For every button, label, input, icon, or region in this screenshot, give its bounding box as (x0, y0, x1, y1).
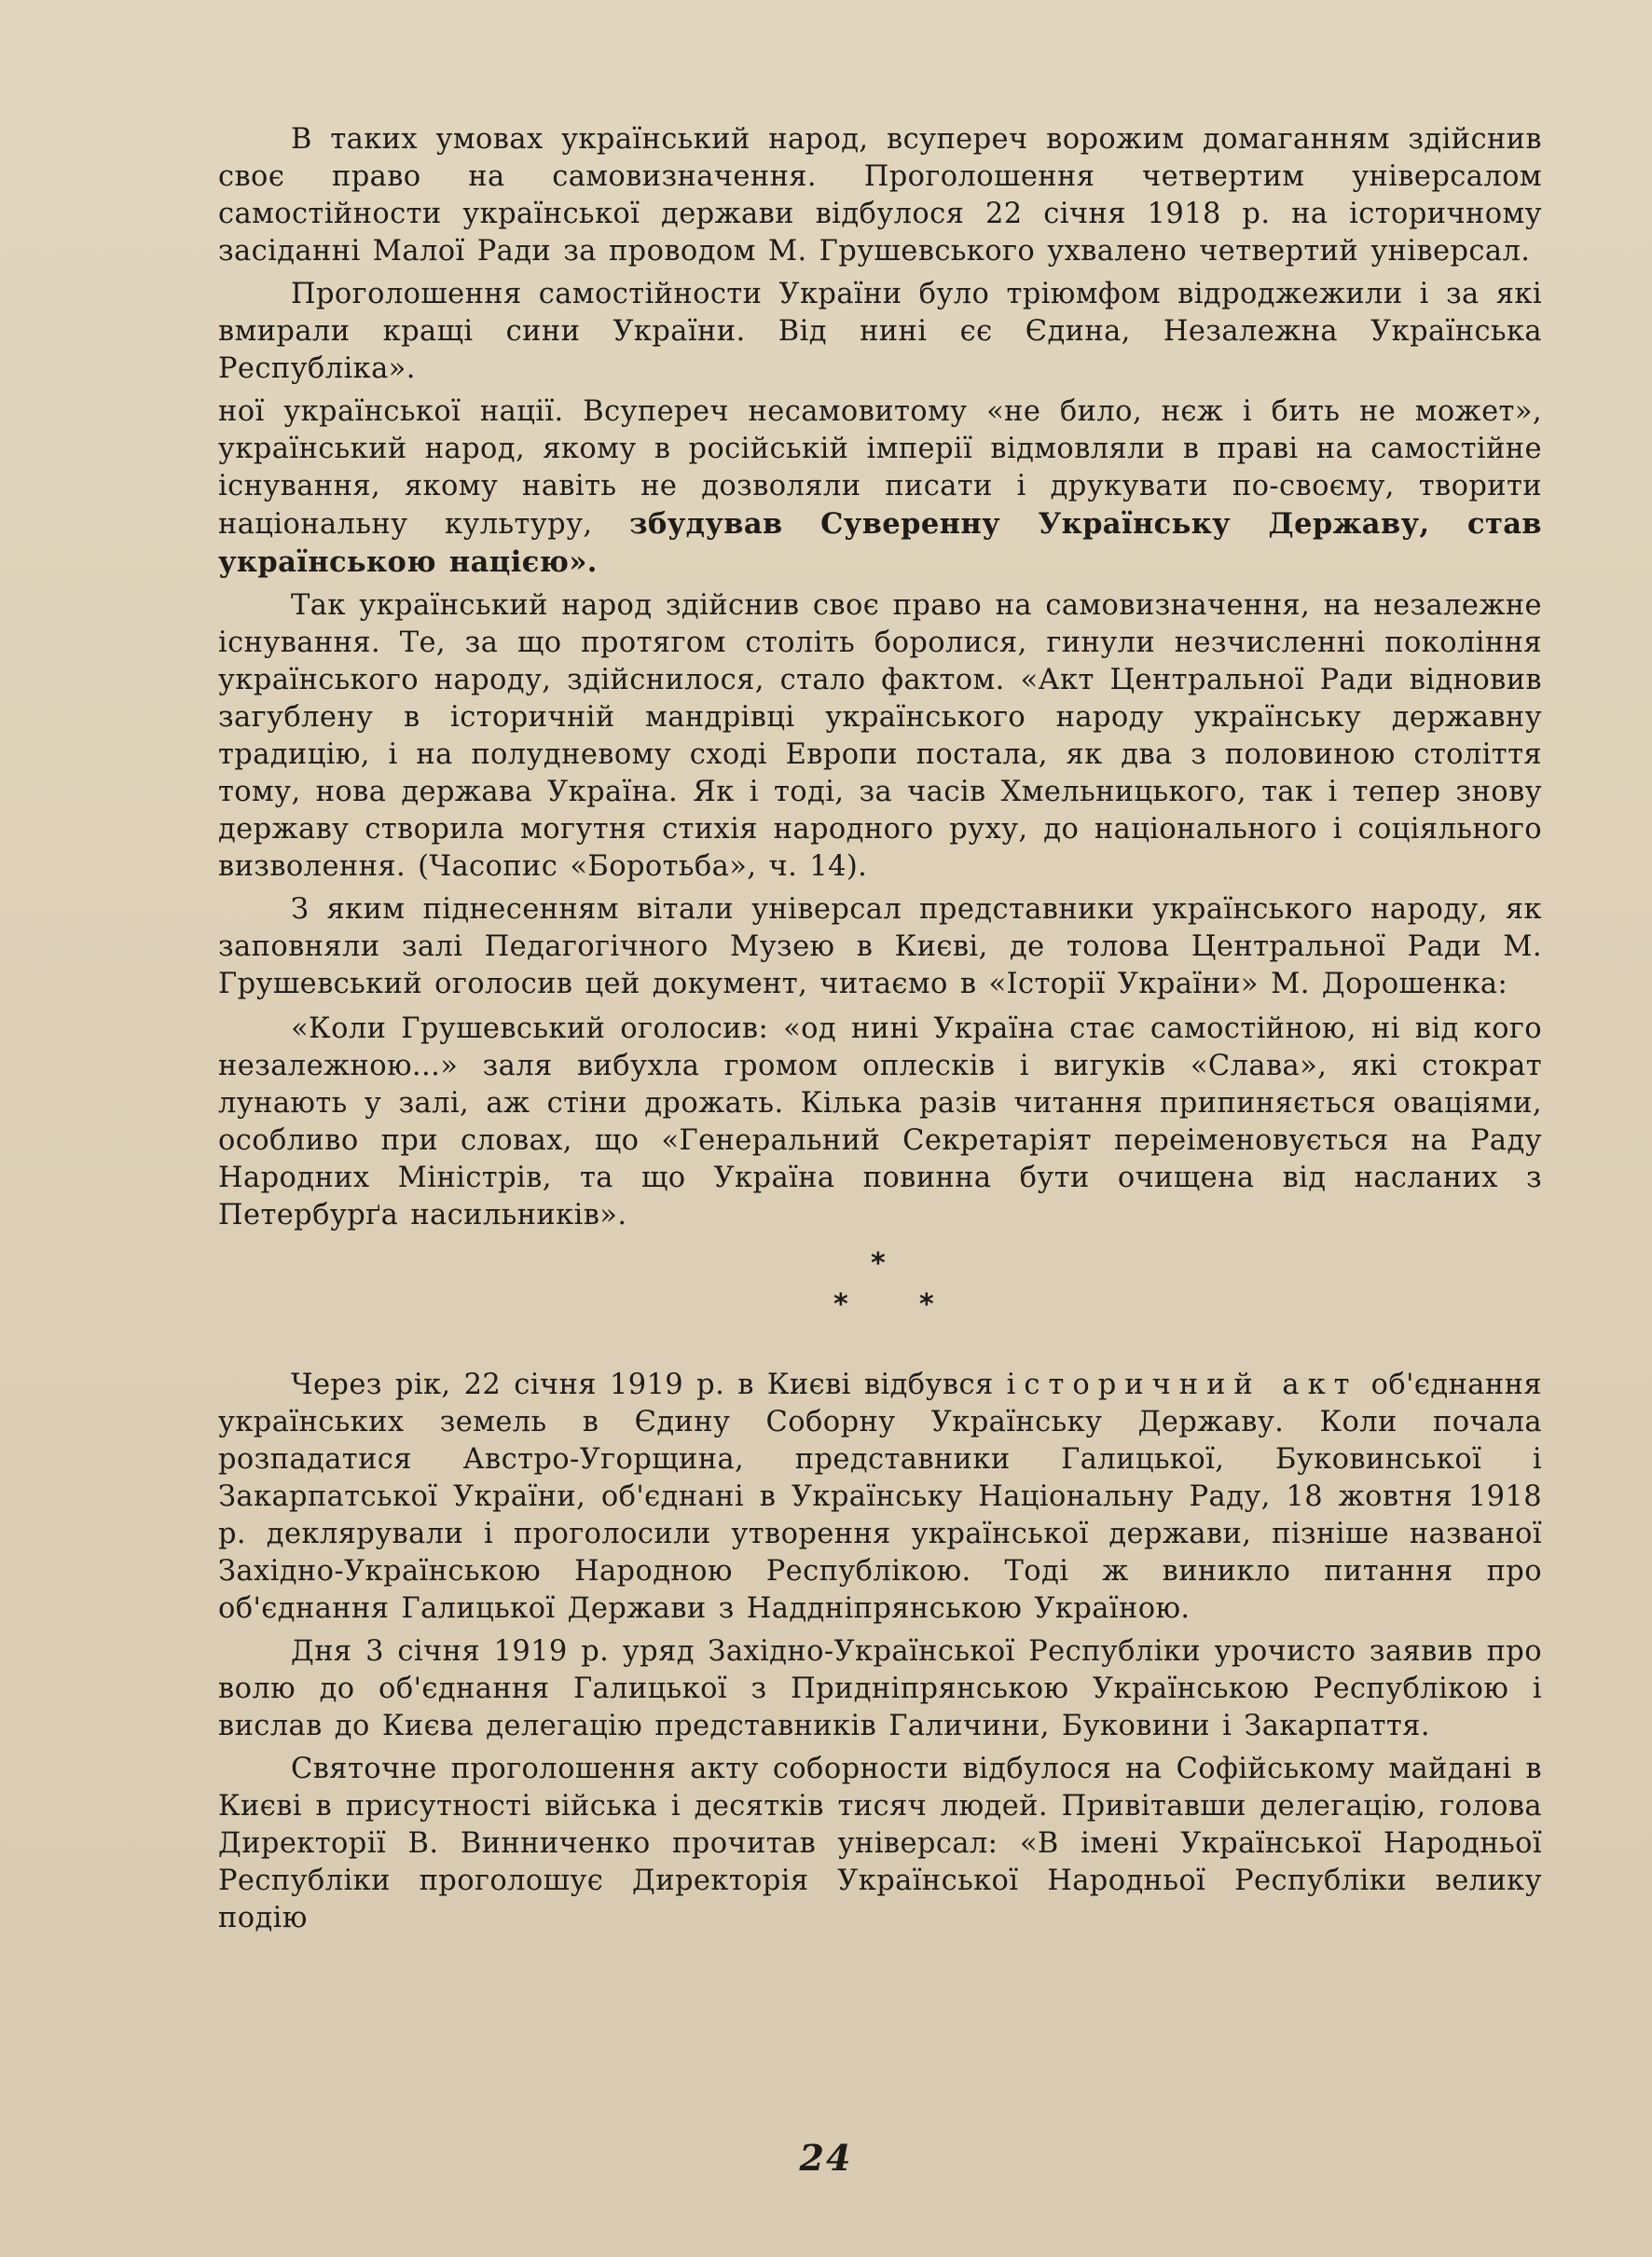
paragraph-6-spaced: історичний акт (1006, 1369, 1358, 1401)
paragraph-7: Дня 3 січня 1919 р. уряд Західно-Української Республіки урочисто заявив про волю до об'єднання Галицької з Придніпрянською Українською Республікою і вислав до Києва делегацію представників Галичини, Буковини і Закарпаття. (218, 1635, 1542, 1742)
paragraph-6-lead: Через рік, 22 січня 1919 р. в Києві відбувся (291, 1369, 994, 1401)
separator-asterisk-right: * (919, 1288, 934, 1321)
paragraph-3-text: ної української нації. Всупереч несамовитому «не било, нєж і бить не может», український народ, якому в російській імперії відмовляли в праві на самостійне існування, якому навіть не дозволяли писати і друкувати по-своєму, творити національну культуру, (218, 395, 1542, 541)
paragraph-3-bold: збудував Суверенну Українську Державу, став українською нацією». (218, 507, 1543, 579)
paragraph-8: Святочне проголошення акту соборности відбулося на Софійському майдані в Києві в присутності війська і десятків тисяч людей. Привітавши делегацію, голова Директорії В. Винниченко прочитав універсал: «В імені Української Народньої Республіки проголошує Директорія Української Народньої Республіки велику подію (218, 1753, 1542, 1934)
page-text (218, 121, 1542, 1937)
separator-asterisk-top: * (871, 1247, 886, 1280)
quote-paragraph: «Коли Грушевський оголосив: «од нині Україна стає самостійною, ні від кого незалежною...» заля вибухла громом оплесків і вигуків «Слава», які стократ лунають у залі, аж стіни дрожать. Кілька разів читання припиняється оваціями, особливо при словах, що «Генеральний Секретаріят переіменовується на Раду Народних Міністрів, та що Україна повинна бути очищена від насланих з Петербурґа насильників». (218, 1012, 1542, 1232)
page-number: 24 (799, 2137, 853, 2179)
paragraph-6 (218, 1367, 1542, 1628)
separator-asterisk-left: * (833, 1288, 848, 1321)
paragraph-6-text: об'єднання українських земель в Єдину Соборну Українську Державу. Коли почала розпадатися Австро-Угорщина, представники Галицької, Буковинської і Закарпатської України, об'єднані в Українську Національну Раду, 18 жовтня 1918 р. деклярували і проголосили утворення української держави, пізніше названої Західно-Українською Народною Республікою. Тоді ж виникло питання про об'єднання Галицької Держави з Наддніпрянською Україною. (218, 1369, 1542, 1625)
paragraph-3 (218, 393, 1542, 582)
section-separator (218, 1247, 1542, 1341)
paragraph-1: В таких умовах український народ, всупереч ворожим домаганням здійснив своє право на самовизначення. Проголошення четвертим універсалом самостійности української держави відбулося 22 січня 1918 р. на історичному засіданні Малої Ради за проводом М. Грушевського ухвалено четвертий універсал. (218, 123, 1542, 268)
paragraph-2: Проголошення самостійности України було тріюмфом відроджежили і за які вмирали кращі сини України. Від нині єє Єдина, Незалежна Українська Республіка». (218, 278, 1542, 385)
paragraph-4: Так український народ здійснив своє право на самовизначення, на незалежне існування. Те, за що протягом століть боролися, гинули незчисленні покоління українського народу, здійснилося, стало фактом. «Акт Центральної Ради відновив загублену в історичній мандрівці українського народу українську державну традицію, і на полудневому сході Европи постала, як два з половиною століття тому, нова держава Україна. Як і тоді, за часів Хмельницького, так і тепер знову державу створила могутня стихія народного руху, до національного і соціяльного визволення. (Часопис «Боротьба», ч. 14). (218, 589, 1542, 883)
paragraph-5: З яким піднесенням вітали універсал представники українського народу, як заповняли залі Педагогічного Музею в Києві, де толова Центральної Ради М. Грушевський оголосив цей документ, читаємо в «Історії України» М. Дорошенка: (218, 893, 1542, 1000)
